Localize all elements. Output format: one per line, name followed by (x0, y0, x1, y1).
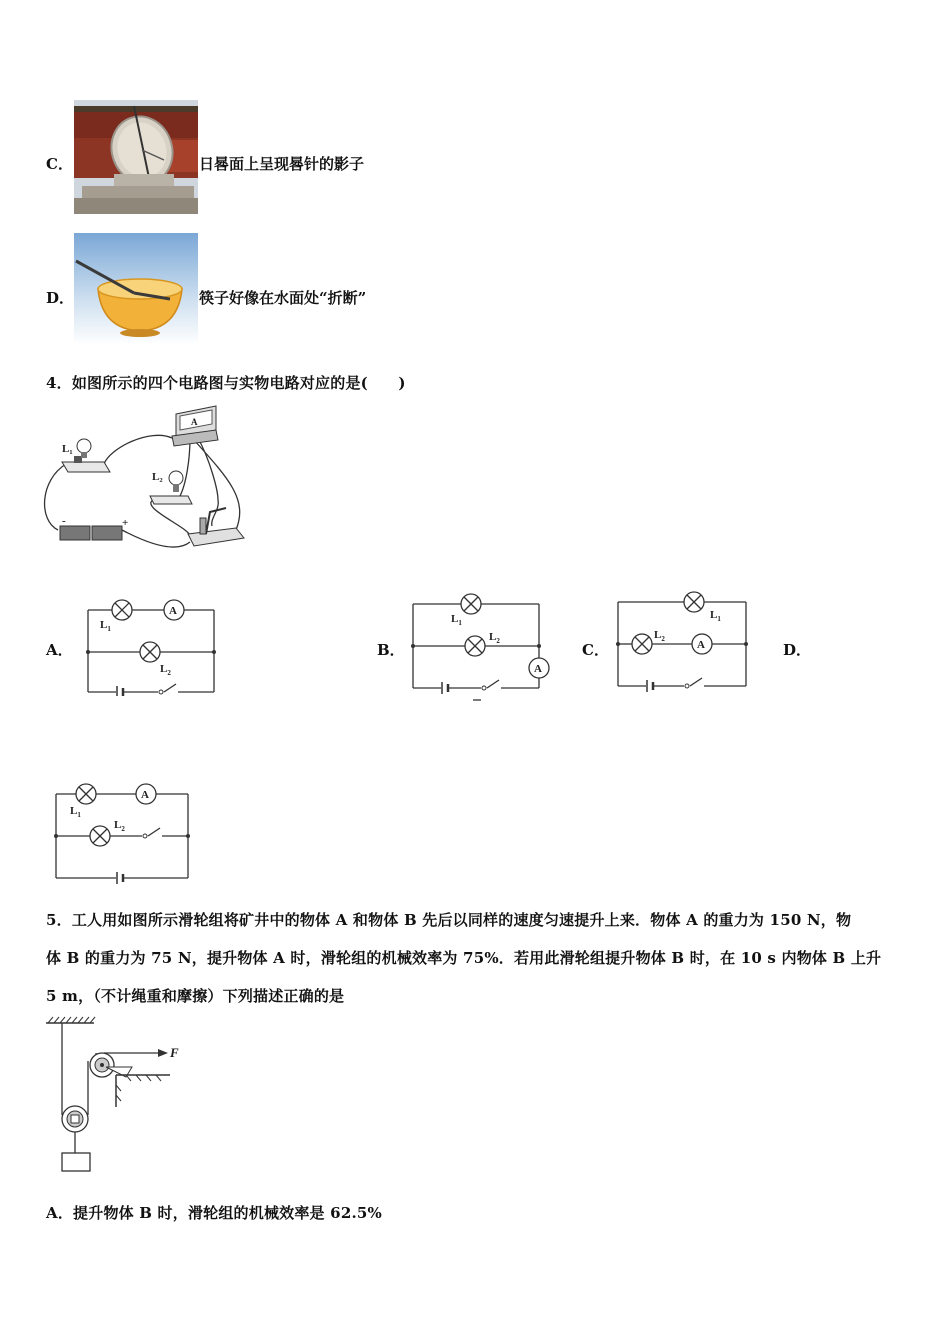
photo-label-plus: + (122, 517, 129, 529)
svg-text:L2 (114, 819, 125, 833)
svg-text:L1 (70, 805, 81, 819)
svg-text:L1 (451, 613, 462, 627)
svg-text:L2 (654, 629, 665, 643)
lamp-sub: 2 (661, 635, 665, 643)
lamp-label-l: L (70, 805, 78, 817)
ammeter-label: A (141, 789, 149, 801)
svg-text:L1 (100, 619, 111, 633)
lamp-label-l: L (114, 819, 122, 831)
option-d-text: 筷子好像在水面处“折断” (199, 289, 367, 307)
option-d-letter: D． (46, 289, 75, 307)
q5-line-2: 体 B 的重力为 75 N，提升物体 A 时，滑轮组的机械效率为 75%．若用此滑轮组提升物体 B 时，在 10 s 内物体 B 上升 (46, 949, 882, 967)
lamp-label-l: L (654, 629, 662, 641)
sundial-photo (74, 100, 198, 214)
option-d-letter-q4: D． (783, 641, 812, 659)
svg-text:L1 (710, 609, 721, 623)
lamp-label-l: L (710, 609, 718, 621)
lamp-sub: 2 (121, 825, 125, 833)
photo-label-l1: L₁ (62, 443, 73, 455)
q5-line-1: 5．工人用如图所示滑轮组将矿井中的物体 A 和物体 B 先后以同样的速度匀速提升上来．物体 A 的重力为 150 N，物 (46, 911, 852, 929)
lamp-sub: 2 (167, 669, 171, 677)
lamp-sub: 1 (458, 619, 462, 627)
option-a-letter: A． (46, 641, 73, 659)
lamp-label-l: L (451, 613, 459, 625)
svg-text:L2 (489, 631, 500, 645)
lamp-sub: 1 (77, 811, 81, 819)
lamp-sub: 2 (496, 637, 500, 645)
option-b-letter: B． (377, 641, 405, 659)
option-c-letter-q4: C． (582, 641, 609, 659)
lamp-sub: 1 (107, 625, 111, 633)
q5-option-a: A．提升物体 B 时，滑轮组的机械效率是 62.5% (46, 1204, 382, 1222)
ammeter-label: A (697, 639, 705, 651)
real-circuit-figure (40, 400, 250, 565)
lamp-label-l: L (160, 663, 168, 675)
option-c-text: 日晷面上呈现晷针的影子 (199, 155, 365, 173)
circuit-b (405, 592, 555, 707)
ammeter-label: A (169, 605, 177, 617)
photo-label-minus: - (62, 515, 66, 527)
option-c-letter: C． (46, 155, 73, 173)
circuit-c (610, 590, 755, 698)
lamp-label-l: L (489, 631, 497, 643)
pulley-figure (40, 1015, 200, 1175)
svg-text:L2 (160, 663, 171, 677)
q5-line-3: 5 m，（不计绳重和摩擦）下列描述正确的是 (46, 987, 345, 1005)
photo-label-l2: L₂ (152, 471, 163, 483)
chopstick-bowl-photo (74, 233, 198, 345)
photo-label-ammeter: A (191, 417, 198, 427)
circuit-d (48, 780, 198, 890)
lamp-label-l: L (100, 619, 108, 631)
lamp-sub: 1 (717, 615, 721, 623)
circuit-a (80, 596, 225, 696)
ammeter-label: A (534, 663, 542, 675)
force-label: F (170, 1045, 179, 1060)
q4-stem: 4．如图所示的四个电路图与实物电路对应的是( ) (46, 374, 406, 392)
